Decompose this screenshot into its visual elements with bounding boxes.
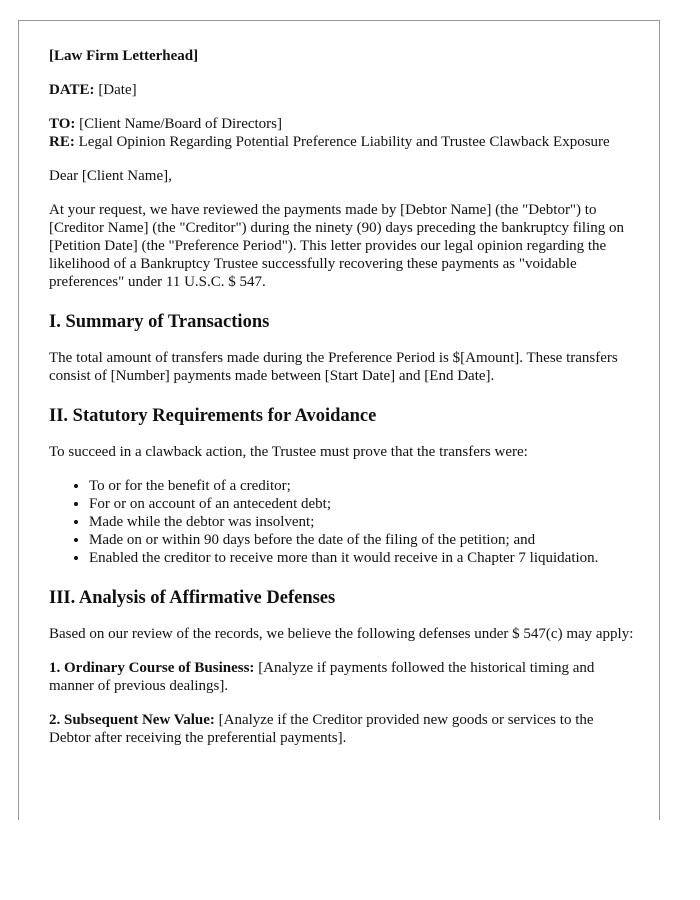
requirements-list: [49, 477, 635, 567]
to-line: [49, 115, 635, 133]
defense-label: 1. Ordinary Course of Business:: [49, 660, 255, 676]
section2-intro: To succeed in a clawback action, the Trustee must prove that the transfers were:: [49, 444, 528, 460]
to-value: [Client Name/Board of Directors]: [79, 116, 283, 132]
intro-paragraph: At your request, we have reviewed the payments made by [Debtor Name] (the "Debtor") to [Creditor Name] (the "Creditor") during the ninety (90) days preceding the bankruptcy filing on [Petition Date] (the "Preference Period"). This letter provides our legal opinion regarding the likelihood of a Bankruptcy Trustee successfully recovering these payments as "voidable preferences" under 11 U.S.C. $ 547.: [49, 202, 624, 290]
letterhead: [Law Firm Letterhead]: [49, 48, 199, 64]
defense-label: 2. Subsequent New Value:: [49, 712, 215, 728]
list-item: • For or on account of an antecedent debt;: [89, 495, 635, 513]
list-item: • Made on or within 90 days before the date of the filing of the petition; and: [89, 531, 635, 549]
letter-content: [49, 47, 635, 747]
list-item: • To or for the benefit of a creditor;: [89, 477, 635, 495]
section1-body: The total amount of transfers made during the Preference Period is $[Amount]. These transfers consist of [Number] payments made between [Start Date] and [End Date].: [49, 350, 618, 384]
date-label: DATE:: [49, 82, 95, 98]
section2-heading: II. Statutory Requirements for Avoidance: [49, 406, 377, 426]
re-value: Legal Opinion Regarding Potential Preference Liability and Trustee Clawback Exposure: [78, 134, 610, 150]
letter-page: [18, 20, 660, 820]
section3-heading: III. Analysis of Affirmative Defenses: [49, 588, 336, 608]
defense-new-value: [49, 711, 635, 747]
date-value: [Date]: [98, 82, 137, 98]
salutation: Dear [Client Name],: [49, 168, 172, 184]
defense-text: [Analyze if the Creditor provided new goods or services to the Debtor after receiving the preferential payments].: [49, 712, 594, 746]
section1-heading: I. Summary of Transactions: [49, 312, 270, 332]
list-item: • Made while the debtor was insolvent;: [89, 513, 635, 531]
defense-text: [Analyze if payments followed the historical timing and manner of previous dealings].: [49, 660, 595, 694]
date-line: [49, 81, 635, 99]
defense-ordinary-course: [49, 659, 635, 695]
to-label: TO:: [49, 116, 76, 132]
list-item: • Enabled the creditor to receive more than it would receive in a Chapter 7 liquidation.: [89, 549, 635, 567]
re-label: RE:: [49, 134, 75, 150]
to-re-block: [49, 115, 635, 151]
re-line: [49, 133, 635, 151]
section3-intro: Based on our review of the records, we believe the following defenses under $ 547(c) may apply:: [49, 626, 634, 642]
